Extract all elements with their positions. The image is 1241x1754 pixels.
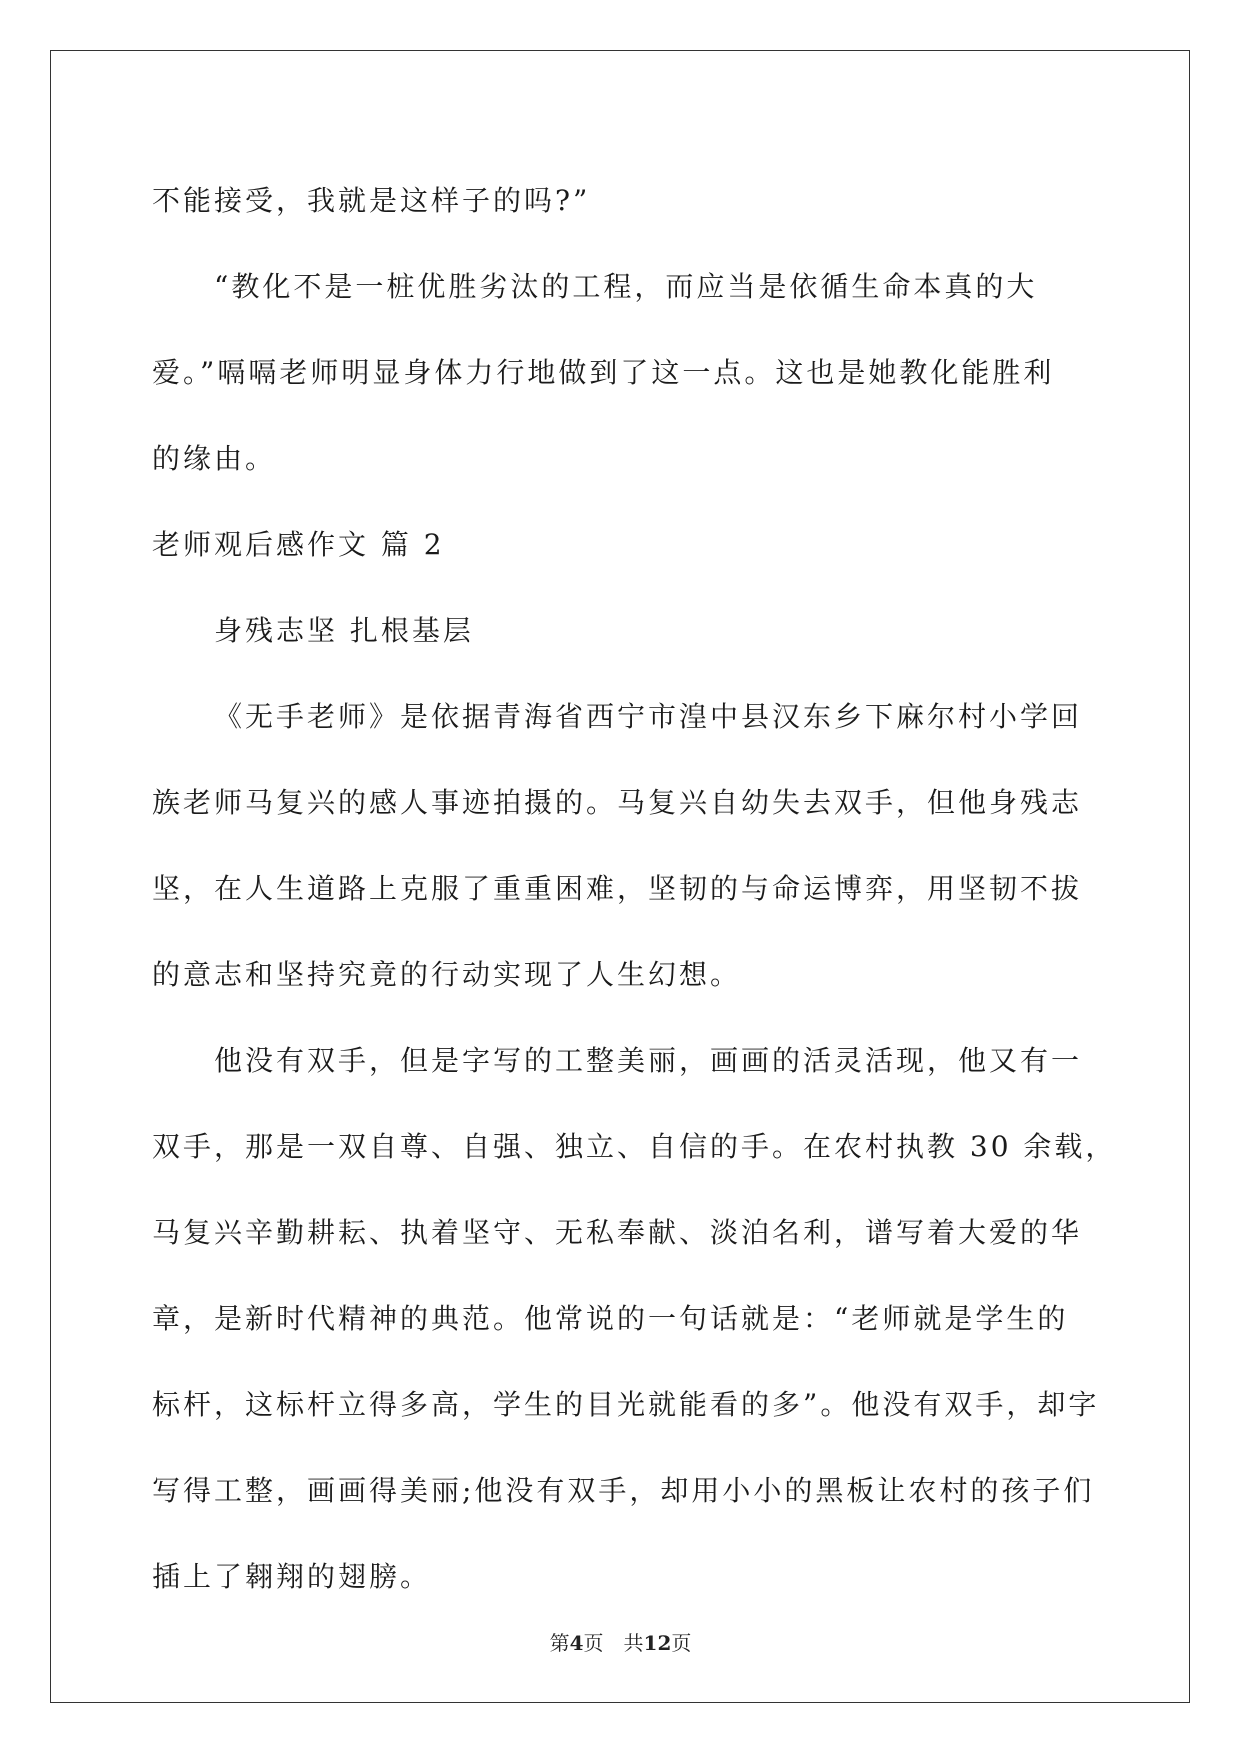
page-total: 12 bbox=[643, 1631, 672, 1655]
text-line: 不能接受，我就是这样子的吗?” bbox=[152, 184, 591, 217]
section-subtitle: 身残志坚 扎根基层 bbox=[214, 614, 474, 647]
text-line: 马复兴辛勤耕耘、执着坚守、无私奉献、淡泊名利，谱写着大爱的华 bbox=[152, 1216, 1083, 1249]
document-body bbox=[152, 158, 1117, 1620]
page-suffix: 页 bbox=[671, 1631, 692, 1655]
text-line: 章，是新时代精神的典范。他常说的一句话就是：“老师就是学生的 bbox=[152, 1302, 1069, 1335]
text-line: 的意志和坚持究竟的行动实现了人生幻想。 bbox=[152, 958, 742, 991]
page-footer bbox=[0, 1627, 1241, 1656]
page-current: 4 bbox=[569, 1631, 584, 1655]
text-line: 标杆，这标杆立得多高，学生的目光就能看的多”。他没有双手，却字 bbox=[152, 1388, 1100, 1421]
text-line: 双手，那是一双自尊、自强、独立、自信的手。在农村执教 30 余载， bbox=[152, 1130, 1117, 1163]
text-line: 他没有双手，但是字写的工整美丽，画画的活灵活现，他又有一 bbox=[214, 1044, 1083, 1077]
page-mid: 页 共 bbox=[583, 1631, 644, 1655]
text-line: 写得工整，画画得美丽;他没有双手，却用小小的黑板让农村的孩子们 bbox=[152, 1474, 1095, 1507]
text-line: 爱。”嗝嗝老师明显身体力行地做到了这一点。这也是她教化能胜利 bbox=[152, 356, 1055, 389]
text-line: 族老师马复兴的感人事迹拍摄的。马复兴自幼失去双手，但他身残志 bbox=[152, 786, 1083, 819]
page-prefix: 第 bbox=[549, 1631, 570, 1655]
text-line: 的缘由。 bbox=[152, 442, 277, 475]
text-line: 《无手老师》是依据青海省西宁市湟中县汉东乡下麻尔村小学回 bbox=[214, 700, 1083, 733]
text-line: 插上了翱翔的翅膀。 bbox=[152, 1560, 432, 1593]
text-line: “教化不是一桩优胜劣汰的工程，而应当是依循生命本真的大 bbox=[214, 270, 1038, 303]
text-line: 坚，在人生道路上克服了重重困难，坚韧的与命运博弈，用坚韧不拔 bbox=[152, 872, 1083, 905]
section-heading: 老师观后感作文 篇 2 bbox=[152, 528, 445, 561]
